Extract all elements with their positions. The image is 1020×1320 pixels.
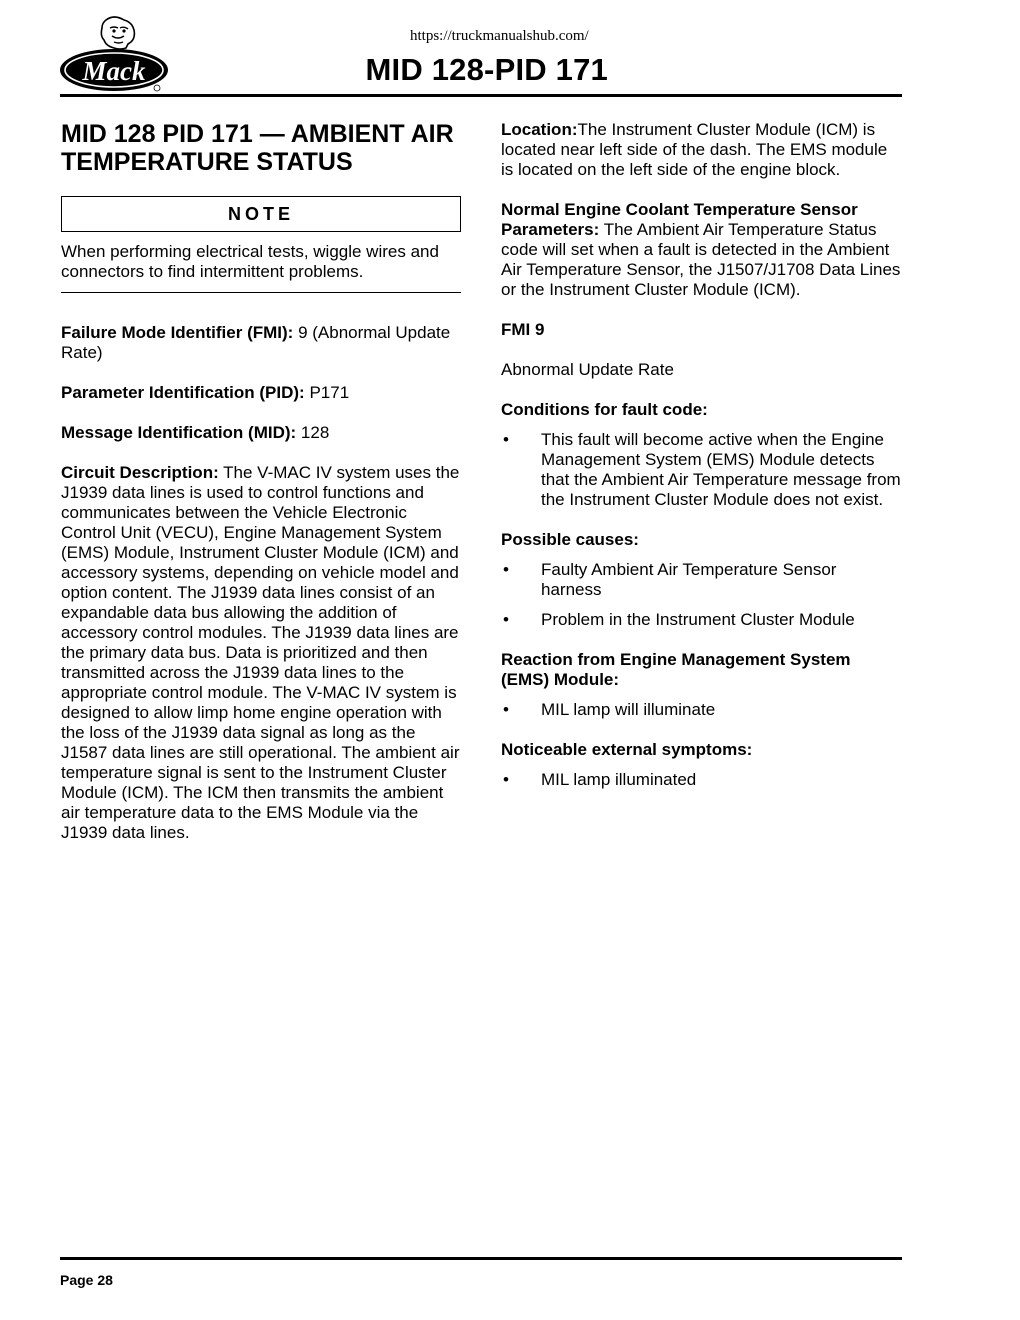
mid-paragraph [61, 423, 461, 443]
bullet-icon: • [503, 610, 509, 629]
circuit-description [61, 463, 461, 843]
list-item [501, 610, 901, 630]
bullet-icon: • [503, 560, 509, 579]
mid-label: Message Identification (MID): [61, 423, 297, 442]
list-item [501, 700, 901, 720]
list-item-text: This fault will become active when the Engine Management System (EMS) Module detects that the Ambient Air Temperature message from the Instrument Cluster Module does not exist. [541, 430, 901, 509]
bullet-icon: • [503, 770, 509, 789]
pid-label: Parameter Identification (PID): [61, 383, 305, 402]
right-column [501, 120, 901, 790]
left-column [61, 120, 461, 843]
reaction-heading [501, 650, 901, 690]
fmi-paragraph [61, 323, 461, 363]
bullet-icon: • [503, 700, 509, 719]
conditions-heading [501, 400, 901, 420]
causes-list [501, 560, 901, 630]
note-label: NOTE [227, 204, 294, 224]
mack-logo-text: Mack [82, 56, 146, 86]
bullet-icon: • [503, 430, 509, 449]
location-label: Location: [501, 120, 578, 139]
fmi-description: Abnormal Update Rate [501, 360, 674, 379]
reaction-heading-text: Reaction from Engine Management System (EMS) Module: [501, 650, 851, 689]
causes-heading [501, 530, 901, 550]
symptoms-heading-text: Noticeable external symptoms: [501, 740, 753, 759]
parameters-paragraph [501, 200, 901, 300]
fmi-heading [501, 320, 901, 340]
location-paragraph [501, 120, 901, 180]
header-rule [60, 94, 902, 97]
pid-value: P171 [304, 383, 350, 402]
symptoms-heading [501, 740, 901, 760]
symptoms-list [501, 770, 901, 790]
page-title: MID 128-PID 171 [365, 52, 608, 87]
circuit-text: The V-MAC IV system uses the J1939 data lines is used to control functions and communicates between the Vehicle Electronic Control Unit (VECU), Engine Management System (EMS) Module, Instrument Cluster Module (ICM) and accessory systems, depending on vehicle model and option content. The J1939 data lines consist of an expandable data bus allowing the addition of accessory control modules. The J1939 data lines are the primary data bus. Data is prioritized and then transmitted across the J1939 data lines to the appropriate control module. The V-MAC IV system is designed to allow limp home engine operation with the loss of the J1939 data signal as long as the J1587 data lines are still operational. The ambient air temperature signal is sent to the Instrument Cluster Module (ICM). The ICM then transmits the ambient air temperature data to the EMS Module via the J1939 data lines. [61, 463, 460, 842]
list-item [501, 770, 901, 790]
list-item-text: MIL lamp will illuminate [541, 700, 716, 719]
fmi-value: 9 (Abnormal Update Rate) [61, 323, 451, 362]
fmi-label: Failure Mode Identifier (FMI): [61, 323, 294, 342]
conditions-heading-text: Conditions for fault code: [501, 400, 708, 419]
section-title: MID 128 PID 171 — AMBIENT AIR TEMPERATURE STATUS [61, 120, 454, 176]
source-url: https://truckmanualshub.com/ [410, 28, 589, 44]
parameters-label: Normal Engine Coolant Temperature Sensor Parameters: [501, 200, 858, 239]
page-number: Page 28 [60, 1272, 113, 1288]
fmi-heading-text: FMI 9 [501, 320, 545, 339]
list-item-text: MIL lamp illuminated [541, 770, 697, 789]
circuit-label: Circuit Description: [61, 463, 219, 482]
note-text: When performing electrical tests, wiggle wires and connectors to find intermittent problems. [61, 242, 461, 293]
list-item-text: Problem in the Instrument Cluster Module [541, 610, 855, 629]
footer-rule [60, 1257, 902, 1260]
list-item [501, 430, 901, 510]
pid-paragraph [61, 383, 461, 403]
note-box [61, 196, 461, 232]
reaction-list [501, 700, 901, 720]
parameters-text: The Ambient Air Temperature Status code will set when a fault is detected in the Ambient Air Temperature Sensor, the J1507/J1708 Data Lines or the Instrument Cluster Module (ICM). [501, 220, 901, 299]
conditions-list [501, 430, 901, 510]
location-text: The Instrument Cluster Module (ICM) is located near left side of the dash. The EMS module is located on the left side of the engine block. [501, 120, 888, 179]
mack-logo [56, 14, 172, 94]
mid-value: 128 [296, 423, 330, 442]
list-item [501, 560, 901, 600]
causes-heading-text: Possible causes: [501, 530, 639, 549]
list-item-text: Faulty Ambient Air Temperature Sensor harness [541, 560, 837, 599]
